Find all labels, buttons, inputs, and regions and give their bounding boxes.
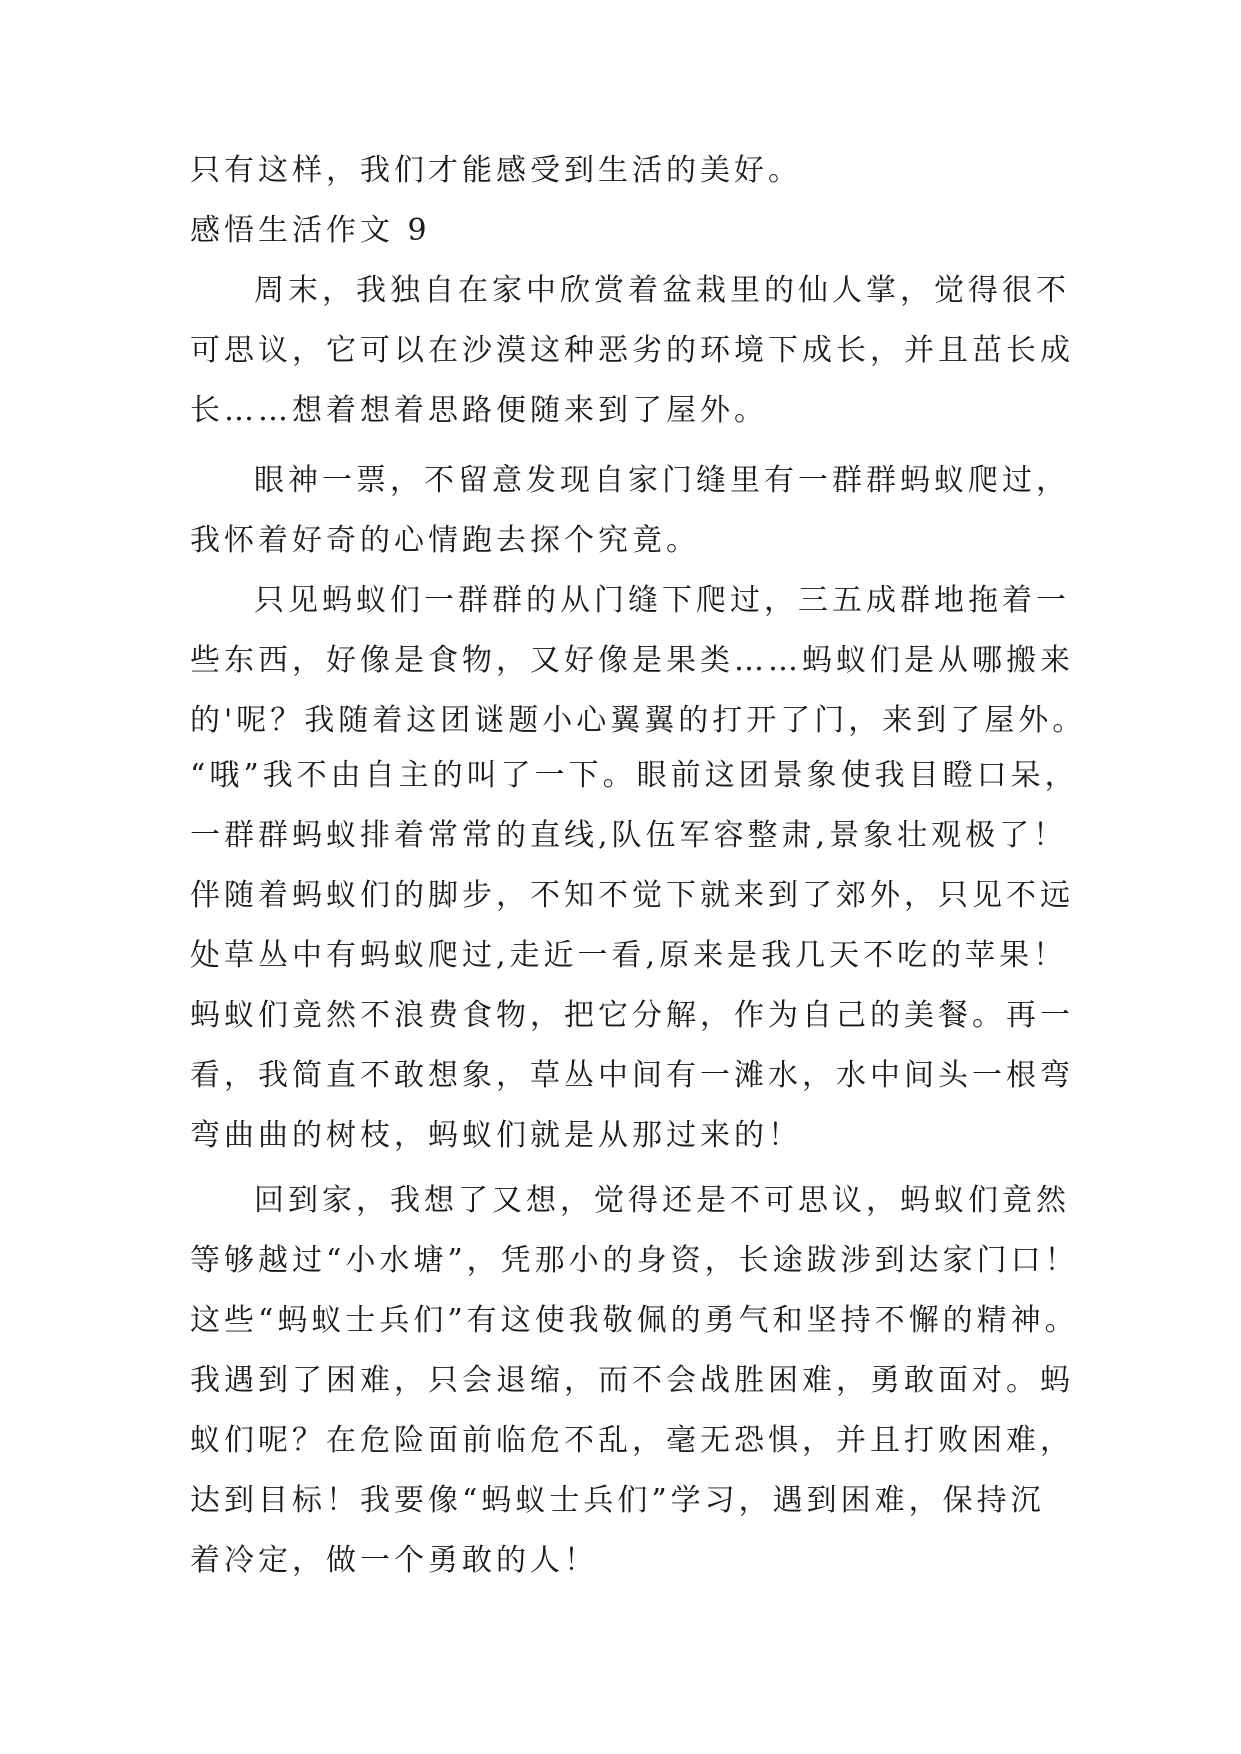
- paragraph-line: 我遇到了困难，只会退缩，而不会战胜困难，勇敢面对。蚂: [190, 1363, 1074, 1398]
- paragraph-line: 只见蚂蚁们一群群的从门缝下爬过，三五成群地拖着一: [254, 583, 1070, 618]
- paragraph-line: 的'呢？我随着这团谜题小心翼翼的打开了门，来到了屋外。: [190, 703, 1087, 738]
- paragraph-line: 一群群蚂蚁排着常常的直线,队伍军容整肃,景象壮观极了！: [190, 818, 1068, 853]
- paragraph-line: 回到家，我想了又想，觉得还是不可思议，蚂蚁们竟然: [254, 1183, 1070, 1218]
- paragraph-line: 些东西，好像是食物，又好像是果类……蚂蚁们是从哪搬来: [190, 643, 1074, 678]
- paragraph-line: 弯曲曲的树枝，蚂蚁们就是从那过来的！: [190, 1118, 802, 1153]
- paragraph-line: 我怀着好奇的心情跑去探个究竟。: [190, 523, 700, 558]
- paragraph-line: 伴随着蚂蚁们的脚步，不知不觉下就来到了郊外，只见不远: [190, 878, 1074, 913]
- paragraph-line: 蚁们呢？在危险面前临危不乱，毫无恐惧，并且打败困难，: [190, 1423, 1074, 1458]
- paragraph-line: 长……想着想着思路便随来到了屋外。: [190, 393, 768, 428]
- paragraph-line: 周末，我独自在家中欣赏着盆栽里的仙人掌，觉得很不: [254, 273, 1070, 308]
- paragraph-line: 眼神一票，不留意发现自家门缝里有一群群蚂蚁爬过，: [254, 463, 1070, 498]
- paragraph-line: 着冷定，做一个勇敢的人！: [190, 1543, 598, 1578]
- paragraph-line: 等够越过“小水塘”，凭那小的身资，长途跋涉到达家门口！: [190, 1243, 1079, 1278]
- paragraph-line: 只有这样，我们才能感受到生活的美好。: [190, 153, 802, 188]
- paragraph-line: 处草丛中有蚂蚁爬过,走近一看,原来是我几天不吃的苹果！: [190, 938, 1068, 973]
- paragraph-line: 看，我简直不敢想象，草丛中间有一滩水，水中间头一根弯: [190, 1058, 1074, 1093]
- paragraph-line: 蚂蚁们竟然不浪费食物，把它分解，作为自己的美餐。再一: [190, 998, 1074, 1033]
- paragraph-line: 可思议，它可以在沙漠这种恶劣的环境下成长，并且茁长成: [190, 333, 1074, 368]
- paragraph-line: 这些“蚂蚁士兵们”有这使我敬佩的勇气和坚持不懈的精神。: [190, 1303, 1079, 1338]
- paragraph-line: “哦”我不由自主的叫了一下。眼前这团景象使我目瞪口呆，: [190, 758, 1079, 793]
- section-title: 感悟生活作文 9: [190, 213, 431, 248]
- paragraph-line: 达到目标！我要像“蚂蚁士兵们”学习，遇到困难，保持沉: [190, 1483, 1045, 1518]
